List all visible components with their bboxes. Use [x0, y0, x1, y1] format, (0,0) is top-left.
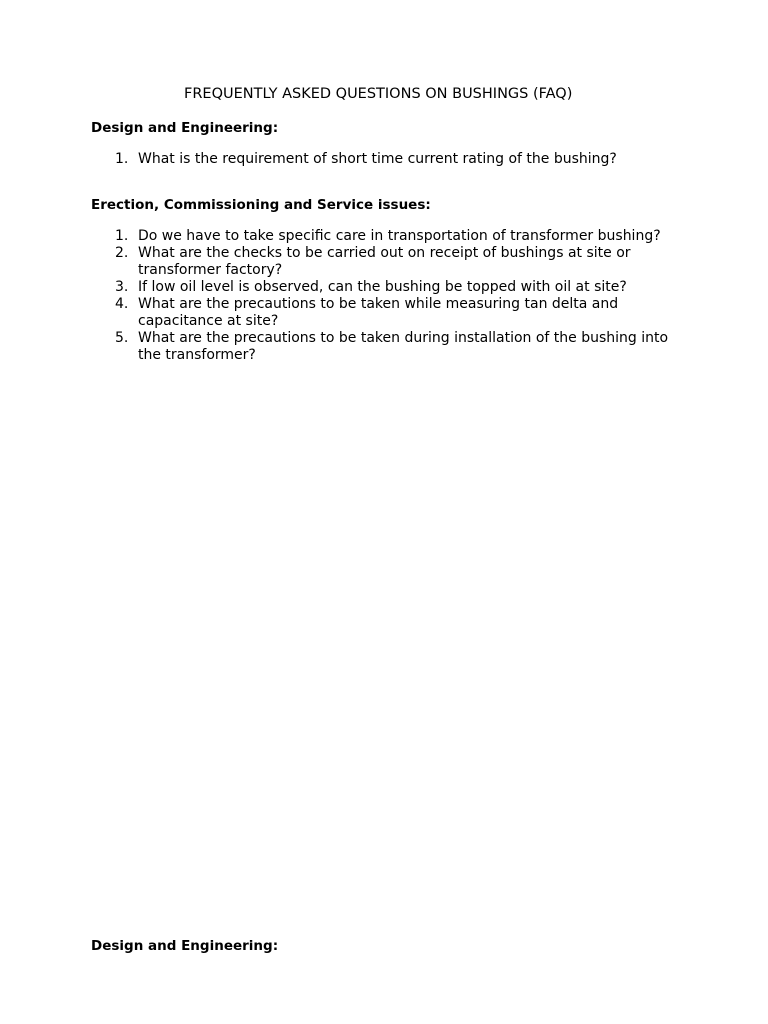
section-heading-design-engineering-continued: Design and Engineering: [91, 938, 279, 954]
question-number: 1. [115, 228, 129, 244]
question-number: 3. [115, 279, 129, 295]
question-text: Do we have to take specific care in transportation of transformer bushing? [138, 228, 661, 244]
question-text: What is the requirement of short time current rating of the bushing? [138, 151, 617, 167]
list-item [91, 296, 691, 330]
question-number: 4. [115, 296, 129, 312]
document-title: FREQUENTLY ASKED QUESTIONS ON BUSHINGS (FAQ) [184, 86, 573, 102]
list-item [91, 228, 691, 245]
erection-service-question-list [91, 228, 691, 364]
section-heading-design-engineering: Design and Engineering: [91, 120, 279, 136]
section-heading-erection-commissioning-service: Erection, Commissioning and Service issues: [91, 197, 431, 213]
question-text: What are the checks to be carried out on receipt of bushings at site or transformer factory? [138, 245, 631, 278]
question-text: What are the precautions to be taken while measuring tan delta and capacitance at site? [138, 296, 619, 329]
question-text: What are the precautions to be taken during installation of the bushing into the transformer? [138, 330, 669, 363]
list-item [91, 245, 691, 279]
question-text: If low oil level is observed, can the bushing be topped with oil at site? [138, 279, 627, 295]
question-number: 2. [115, 245, 129, 261]
list-item [91, 279, 691, 296]
design-engineering-question-list [91, 151, 691, 168]
question-number: 5. [115, 330, 129, 346]
list-item [91, 330, 691, 364]
list-item [91, 151, 691, 168]
question-number: 1. [115, 151, 129, 167]
